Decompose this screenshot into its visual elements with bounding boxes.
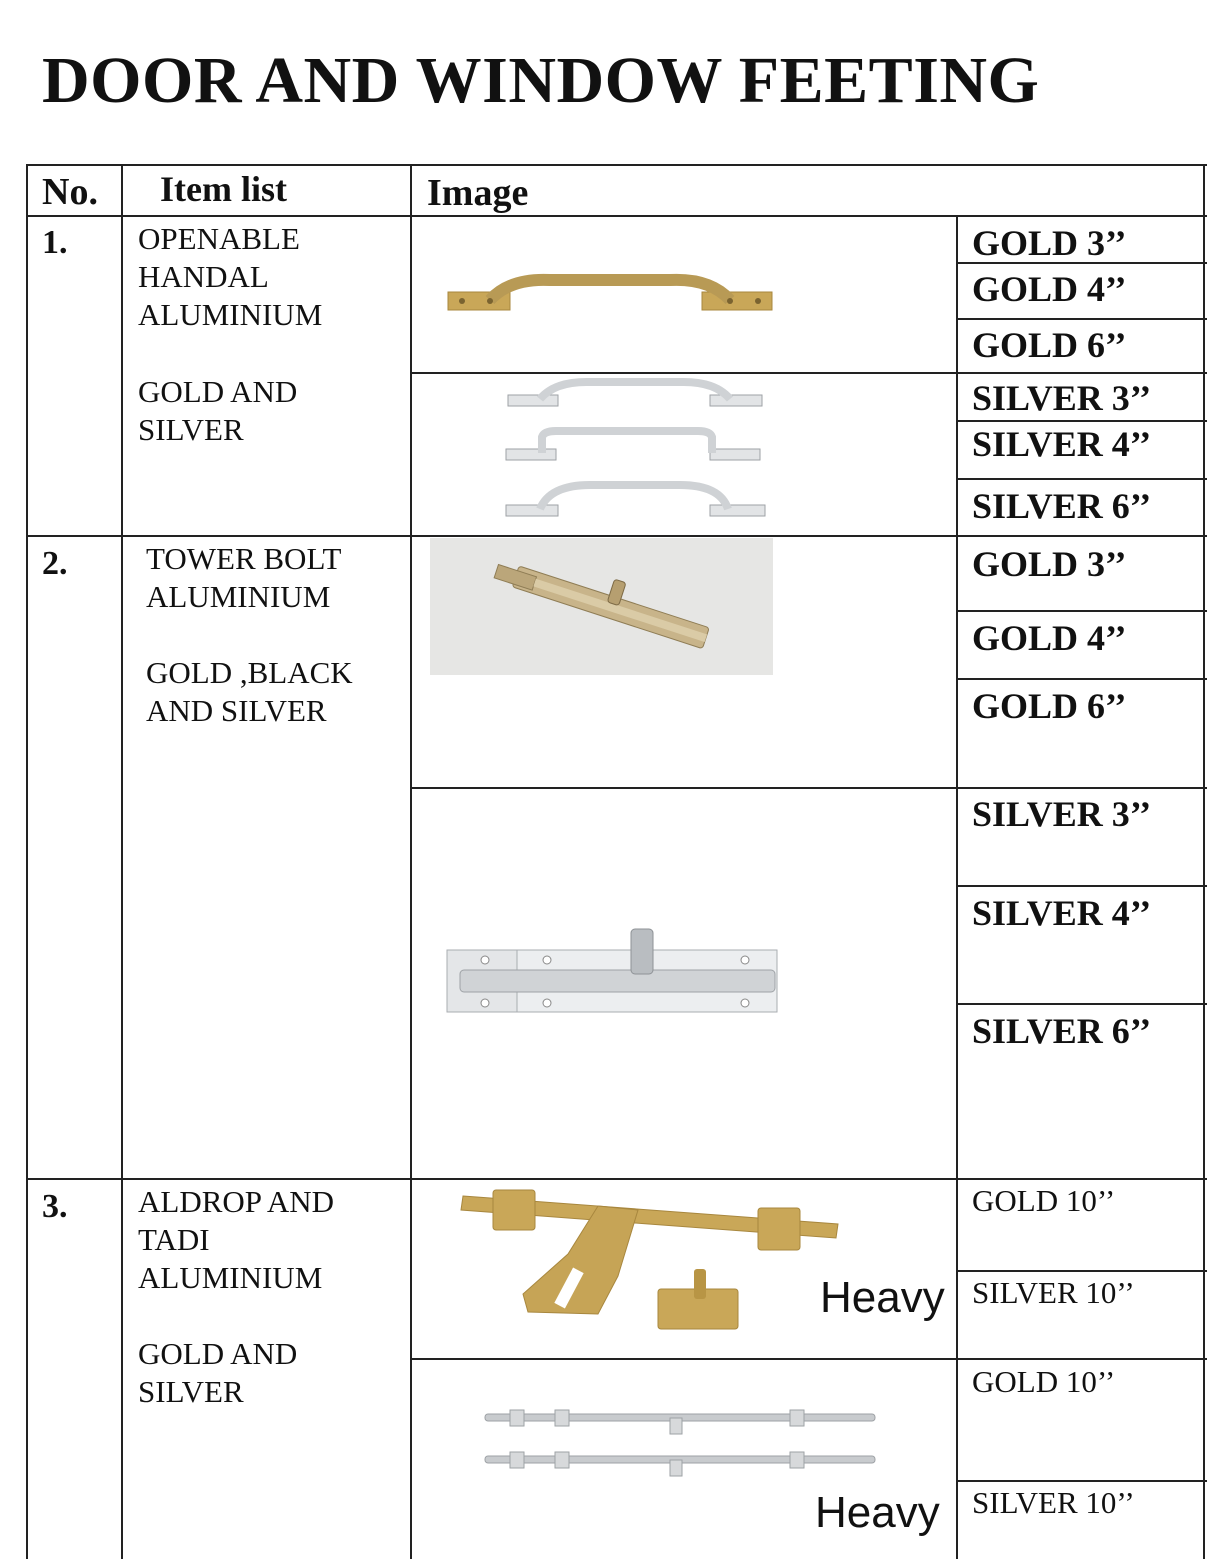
tadi-silver-image	[480, 1408, 880, 1480]
heavy-label: Heavy	[820, 1273, 945, 1322]
table-rule	[26, 215, 1207, 217]
heavy-label: Heavy	[815, 1488, 940, 1537]
variant-label: SILVER 4’’	[972, 893, 1152, 933]
table-rule	[956, 1270, 1207, 1272]
variant-label: SILVER 4’’	[972, 424, 1152, 464]
gold-handle-image	[440, 270, 780, 320]
variant-label: GOLD 3’’	[972, 223, 1127, 263]
item-colors: GOLD ,BLACK AND SILVER	[146, 655, 353, 728]
variant-label: GOLD 6’’	[972, 325, 1127, 365]
table-rule	[410, 164, 412, 1559]
header-no: No.	[42, 171, 98, 213]
table-rule	[956, 885, 1207, 887]
table-rule	[410, 787, 1207, 789]
item-name: ALDROP AND TADI ALUMINIUM	[138, 1184, 335, 1295]
table-rule	[956, 318, 1207, 320]
row-number: 3.	[42, 1188, 68, 1225]
row-number: 1.	[42, 224, 68, 261]
item-colors: GOLD AND SILVER	[138, 374, 298, 447]
table-rule	[26, 1178, 1207, 1180]
variant-label: SILVER 3’’	[972, 378, 1152, 418]
silver-handles-image	[500, 375, 780, 523]
header-item-list: Item list	[160, 169, 287, 209]
table-rule	[410, 372, 1207, 374]
table-rule	[956, 1003, 1207, 1005]
tower-bolt-silver-image	[445, 925, 780, 1020]
table-rule	[26, 164, 28, 1559]
variant-label: SILVER 6’’	[972, 1011, 1152, 1051]
variant-label: GOLD 4’’	[972, 618, 1127, 658]
table-rule	[956, 420, 1207, 422]
variant-label: GOLD 6’’	[972, 686, 1127, 726]
table-rule	[26, 535, 1207, 537]
variant-label: GOLD 3’’	[972, 544, 1127, 584]
item-name: OPENABLE HANDAL ALUMINIUM	[138, 221, 323, 332]
table-rule	[956, 678, 1207, 680]
table-rule	[121, 164, 123, 1559]
item-name: TOWER BOLT ALUMINIUM	[146, 541, 342, 614]
table-rule	[956, 478, 1207, 480]
table-rule	[1203, 164, 1205, 1559]
variant-label: GOLD 10’’	[972, 1183, 1116, 1218]
variant-label: SILVER 3’’	[972, 794, 1152, 834]
page-title: DOOR AND WINDOW FEETING	[42, 44, 1040, 117]
table-rule	[26, 164, 1207, 166]
row-number: 2.	[42, 545, 68, 582]
aldrop-gold-image	[458, 1184, 843, 1334]
tower-bolt-gold-image	[430, 538, 773, 675]
variant-label: SILVER 10’’	[972, 1485, 1135, 1520]
table-rule	[956, 1480, 1207, 1482]
variant-label: SILVER 10’’	[972, 1275, 1135, 1310]
header-image: Image	[427, 172, 529, 214]
variant-label: GOLD 10’’	[972, 1364, 1116, 1399]
table-rule	[956, 610, 1207, 612]
item-colors: GOLD AND SILVER	[138, 1336, 298, 1409]
variant-label: SILVER 6’’	[972, 486, 1152, 526]
table-rule	[410, 1358, 1207, 1360]
variant-label: GOLD 4’’	[972, 269, 1127, 309]
table-rule	[956, 215, 958, 1559]
